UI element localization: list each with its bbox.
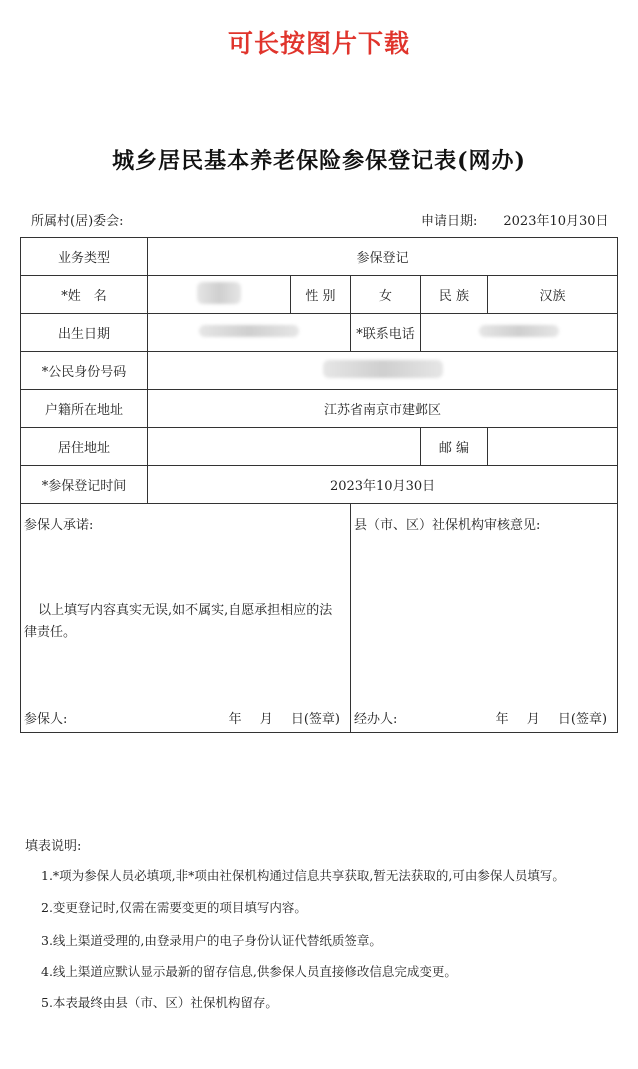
row-residence xyxy=(21,428,618,466)
insured-sign-date: 年 月 日(签章) xyxy=(228,712,340,727)
postcode-value xyxy=(488,428,618,466)
row-business-type xyxy=(21,238,618,276)
registration-time-label: *参保登记时间 xyxy=(21,466,148,504)
note-item-4: 4.线上渠道应默认显示最新的留存信息,供参保人员直接修改信息完成变更。 xyxy=(41,964,457,979)
apply-date-value: 2023年10月30日 xyxy=(503,214,609,229)
id-number-label: *公民身份号码 xyxy=(21,352,148,390)
row-registration-time xyxy=(21,466,618,504)
apply-date-label: 申请日期: xyxy=(421,214,478,229)
gender-value: 女 xyxy=(351,276,421,314)
name-value xyxy=(148,276,291,314)
residence-label: 居住地址 xyxy=(21,428,148,466)
row-hukou xyxy=(21,390,618,428)
name-label: *姓 名 xyxy=(21,276,148,314)
note-item-5: 5.本表最终由县（市、区）社保机构留存。 xyxy=(41,995,278,1010)
apply-date xyxy=(421,210,609,229)
business-type-label: 业务类型 xyxy=(21,238,148,276)
insured-promise-box xyxy=(21,504,351,733)
note-item-1: 1.*项为参保人员必填项,非*项由社保机构通过信息共享获取,暂无法获取的,可由参保人员填写。 xyxy=(41,868,565,883)
hukou-label: 户籍所在地址 xyxy=(21,390,148,428)
village-committee-label: 所属村(居)委会: xyxy=(31,214,124,229)
gender-label: 性 别 xyxy=(291,276,351,314)
redacted-name xyxy=(197,282,241,304)
handler-sign-label: 经办人: xyxy=(354,712,398,727)
row-birth-phone xyxy=(21,314,618,352)
note-item-2: 2.变更登记时,仅需在需要变更的项目填写内容。 xyxy=(41,900,307,915)
hukou-value: 江苏省南京市建邺区 xyxy=(148,390,618,428)
phone-label: *联系电话 xyxy=(351,314,421,352)
business-type-value: 参保登记 xyxy=(148,238,618,276)
promise-header: 参保人承诺: xyxy=(24,518,94,533)
postcode-label: 邮 编 xyxy=(421,428,488,466)
handler-sign-date: 年 月 日(签章) xyxy=(495,712,608,727)
birth-label: 出生日期 xyxy=(21,314,148,352)
redacted-phone xyxy=(479,325,559,337)
phone-value xyxy=(421,314,618,352)
residence-value xyxy=(148,428,421,466)
download-hint-banner: 可长按图片下载 xyxy=(227,29,410,58)
registration-form-table xyxy=(20,237,618,733)
form-title: 城乡居民基本养老保险参保登记表(网办) xyxy=(112,148,526,174)
id-number-value xyxy=(148,352,618,390)
ethnicity-value: 汉族 xyxy=(488,276,618,314)
redacted-birth xyxy=(199,325,299,337)
row-id-number xyxy=(21,352,618,390)
insured-sign-label: 参保人: xyxy=(24,712,68,727)
notes-title: 填表说明: xyxy=(25,839,82,854)
row-name xyxy=(21,276,618,314)
promise-text: 以上填写内容真实无误,如不属实,自愿承担相应的法律责任。 xyxy=(24,603,333,640)
ethnicity-label: 民 族 xyxy=(421,276,488,314)
redacted-id-number xyxy=(323,360,443,378)
registration-time-value: 2023年10月30日 xyxy=(148,466,618,504)
birth-value xyxy=(148,314,351,352)
review-opinion-box xyxy=(351,504,618,733)
note-item-3: 3.线上渠道受理的,由登录用户的电子身份认证代替纸质签章。 xyxy=(41,933,382,948)
row-signatures xyxy=(21,504,618,733)
review-header: 县（市、区）社保机构审核意见: xyxy=(354,518,541,533)
